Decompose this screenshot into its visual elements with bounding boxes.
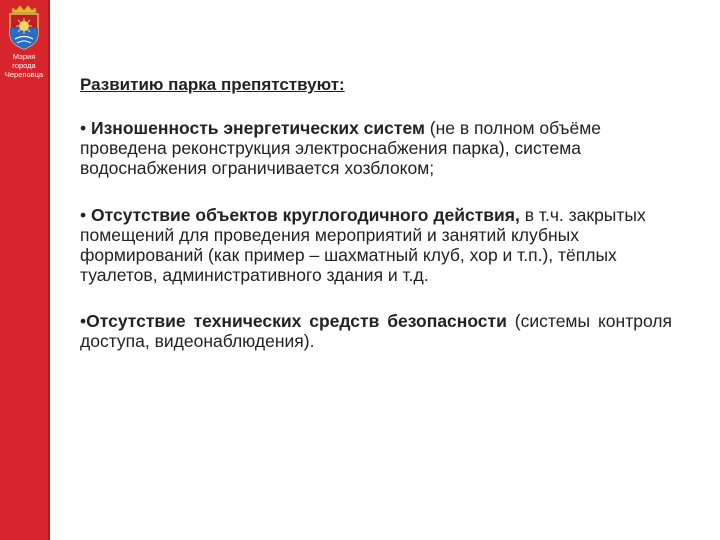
bullet-text: (системы контроля доступа, видеонаблюдения). — [80, 311, 672, 351]
city-coat-of-arms-icon — [6, 4, 42, 50]
bullet-title: Изношенность энергетических систем — [91, 118, 425, 138]
caption-line: Мэрия — [12, 52, 36, 61]
bullet-text: в т.ч. закрытых помещений для проведения мероприятий и занятий клубных формирований (как пример – шахматный клуб, хор и т.п.), тёплых туалетов, административного здания и т.д. — [80, 205, 646, 285]
bullet-title: Отсутствие технических средств безопасности — [86, 311, 507, 331]
bullet-item — [80, 118, 672, 178]
sidebar — [0, 0, 50, 540]
caption-line: Череповца — [4, 70, 44, 79]
bullet-marker: • — [80, 118, 87, 138]
bullet-item — [80, 205, 672, 285]
bullet-title: Отсутствие объектов круглогодичного действия, — [91, 205, 520, 225]
emblem-caption — [0, 52, 48, 79]
bullet-marker: • — [80, 311, 87, 331]
caption-line: города — [12, 61, 36, 70]
bullet-item — [80, 311, 672, 351]
slide-heading: Развитию парка препятствуют: — [80, 75, 345, 94]
slide-content — [80, 75, 672, 351]
bullet-marker: • — [80, 205, 87, 225]
bullet-text: (не в полном объёме проведена реконструкция электроснабжения парка), система водоснабжения ограничивается хозблоком; — [80, 118, 601, 178]
